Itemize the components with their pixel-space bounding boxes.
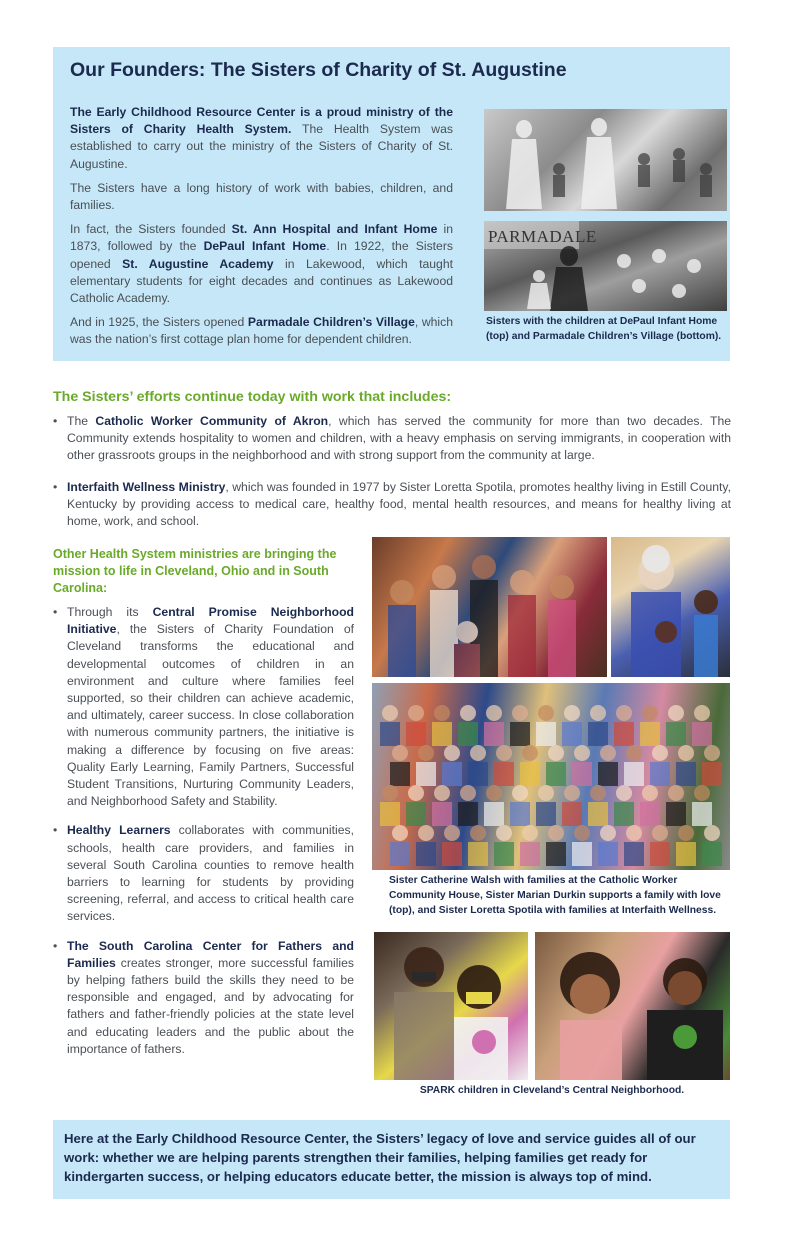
- crowd-head: [652, 825, 668, 841]
- crowd-body: [598, 762, 618, 786]
- crowd-head: [668, 705, 684, 721]
- crowd-head: [652, 745, 668, 761]
- mother-child-graphic: [374, 932, 528, 1080]
- crowd-head: [496, 745, 512, 761]
- crowd-head: [600, 825, 616, 841]
- efforts-heading: The Sisters’ efforts continue today with work that includes:: [53, 389, 452, 405]
- crowd-head: [522, 825, 538, 841]
- depaul-infant-home: DePaul Infant Home: [203, 239, 327, 254]
- crowd-head: [600, 745, 616, 761]
- crowd-head: [704, 825, 720, 841]
- founders-paragraph-3: [70, 221, 453, 307]
- crowd-body: [650, 842, 670, 866]
- founders-p1-rest: The Health System was established to carry out the ministry of the Sisters of Charity of St. Augustine.: [70, 122, 453, 171]
- list-item: [53, 413, 731, 465]
- crowd-head: [616, 785, 632, 801]
- crowd-body: [666, 722, 686, 746]
- crowd-body: [416, 762, 436, 786]
- founders-text: [70, 104, 453, 356]
- list-item: [53, 479, 731, 531]
- crowd-body: [650, 762, 670, 786]
- crowd-head: [548, 825, 564, 841]
- crowd-body: [676, 842, 696, 866]
- crowd-head: [574, 825, 590, 841]
- crowd-body: [416, 842, 436, 866]
- crowd-head: [642, 705, 658, 721]
- crowd-body: [624, 842, 644, 866]
- other-ministries-heading: Other Health System ministries are bringing the mission to life in Cleveland, Ohio and in South Carolina:: [53, 547, 337, 595]
- crowd-head: [694, 705, 710, 721]
- crowd-head: [564, 705, 580, 721]
- crowd-head: [548, 745, 564, 761]
- parmadale-photo: [484, 221, 727, 311]
- crowd-head: [408, 785, 424, 801]
- crowd-head: [382, 785, 398, 801]
- sister-with-children-graphic: [611, 537, 730, 677]
- crowd-head: [678, 745, 694, 761]
- crowd-body: [510, 722, 530, 746]
- crowd-head: [678, 825, 694, 841]
- crowd-body: [546, 762, 566, 786]
- founders-paragraph-4: [70, 314, 453, 348]
- crowd-body: [614, 722, 634, 746]
- closing-box: [53, 1120, 730, 1199]
- crowd-head: [418, 825, 434, 841]
- crowd-body: [614, 802, 634, 826]
- crowd-body: [380, 722, 400, 746]
- crowd-head: [574, 745, 590, 761]
- crowd-body: [510, 802, 530, 826]
- crowd-head: [626, 825, 642, 841]
- founders-p3-g: in Lakewood, which taught elementary students for eight decades and continues as Lakewood Catholic Academy.: [70, 256, 453, 306]
- crowd-body: [666, 802, 686, 826]
- crowd-body: [406, 722, 426, 746]
- crowd-body: [468, 762, 488, 786]
- parmadale-village: Parmadale Children’s Village: [247, 315, 415, 330]
- crowd-head: [704, 745, 720, 761]
- crowd-head: [512, 785, 528, 801]
- crowd-head: [486, 705, 502, 721]
- crowd-head: [538, 705, 554, 721]
- crowd-head: [642, 785, 658, 801]
- crowd-body: [598, 842, 618, 866]
- crowd-head: [392, 825, 408, 841]
- spark-children-photo: [535, 932, 730, 1080]
- crowd-body: [390, 842, 410, 866]
- founders-p1-bold: The Early Childhood Resource Center is a proud ministry of the Sisters of Charity Health System.: [70, 105, 453, 137]
- crowd-body: [536, 802, 556, 826]
- parmadale-sign: PARMADALE: [488, 227, 597, 246]
- crowd-head: [444, 745, 460, 761]
- crowd-body: [494, 762, 514, 786]
- crowd-head: [460, 705, 476, 721]
- crowd-head: [616, 705, 632, 721]
- founders-p3-e: . In 1922, the Sisters opened: [70, 239, 453, 271]
- crowd-body: [562, 802, 582, 826]
- crowd-body: [640, 802, 660, 826]
- crowd-head: [590, 785, 606, 801]
- crowd-head: [522, 745, 538, 761]
- crowd-head: [626, 745, 642, 761]
- catholic-worker-families-photo: [372, 537, 607, 677]
- crowd-body: [702, 762, 722, 786]
- crowd-body: [468, 842, 488, 866]
- efforts-list: [53, 413, 731, 544]
- crowd-body: [494, 842, 514, 866]
- sisters-figures-graphic: [484, 109, 727, 211]
- crowd-body: [442, 842, 462, 866]
- crowd-head: [564, 785, 580, 801]
- crowd-body: [380, 802, 400, 826]
- sc-center-fathers-families: The South Carolina Center for Fathers and Families: [67, 938, 354, 970]
- crowd-body: [390, 762, 410, 786]
- st-ann-hospital: St. Ann Hospital and Infant Home: [231, 222, 438, 237]
- crowd-head: [496, 825, 512, 841]
- crowd-head: [512, 705, 528, 721]
- crowd-head: [486, 785, 502, 801]
- crowd-head: [694, 785, 710, 801]
- crowd-head: [668, 785, 684, 801]
- crowd-body: [640, 722, 660, 746]
- crowd-body: [536, 722, 556, 746]
- crowd-head: [408, 705, 424, 721]
- crowd-head: [538, 785, 554, 801]
- crowd-body: [692, 722, 712, 746]
- st-augustine-academy: St. Augustine Academy: [122, 256, 274, 271]
- efforts-item-rest: , which was founded in 1977 by Sister Loretta Spotila, promotes healthy living in Estill County, Kentucky by providing access to medical care, healthy food, mental health resources, and means for healthy living at home, work, and school.: [67, 479, 731, 529]
- healthy-learners: Healthy Learners: [67, 823, 171, 838]
- crowd-head: [382, 705, 398, 721]
- crowd-body: [458, 722, 478, 746]
- list-item: [53, 938, 354, 1058]
- crowd-body: [484, 722, 504, 746]
- interfaith-wellness-group-photo: [372, 683, 730, 870]
- crowd-body: [432, 802, 452, 826]
- crowd-body: [588, 802, 608, 826]
- crowd-body: [458, 802, 478, 826]
- closing-statement: Here at the Early Childhood Resource Center, the Sisters’ legacy of love and service guides all of our work: whether we are helping parents strengthen their families, helping families get ready for kindergarten success, or helping educators educate better, the mission is always top of mind.: [64, 1131, 696, 1184]
- crowd-body: [562, 722, 582, 746]
- crowd-head: [434, 705, 450, 721]
- interfaith-wellness-ministry: Interfaith Wellness Ministry: [67, 479, 226, 494]
- crowd-body: [588, 722, 608, 746]
- crowd-head: [392, 745, 408, 761]
- crowd-body: [572, 842, 592, 866]
- central-promise-initiative: Central Promise Neighborhood Initiative: [67, 605, 355, 637]
- crowd-body: [484, 802, 504, 826]
- spark-photo-caption: SPARK children in Cleveland’s Central Neighborhood.: [419, 1085, 685, 1096]
- list-item: [53, 822, 354, 925]
- crowd-head: [434, 785, 450, 801]
- crowd-body: [520, 842, 540, 866]
- founders-p4-c: , which was the nation’s first cottage plan home for dependent children.: [70, 315, 453, 347]
- founders-photo-caption: Sisters with the children at DePaul Infant Home (top) and Parmadale Children’s Village (bottom).: [486, 316, 722, 342]
- crowd-body: [676, 762, 696, 786]
- efforts-item-rest: , which has served the community for more than two decades. The Community extends hospitality to women and children, with a heavy emphasis on serving immigrants, in cooperation with other grassroots groups in the neighborhood and with strong support from the community at large.: [67, 414, 732, 463]
- founders-title: Our Founders: The Sisters of Charity of St. Augustine: [70, 59, 567, 81]
- crowd-body: [406, 802, 426, 826]
- sister-marian-durkin-photo: [611, 537, 730, 677]
- large-group-graphic: [372, 683, 730, 870]
- founders-p4-a: And in 1925, the Sisters opened: [70, 315, 248, 330]
- crowd-head: [470, 745, 486, 761]
- founders-paragraph-2: The Sisters have a long history of work with babies, children, and families.: [70, 180, 453, 213]
- list-item: [53, 604, 354, 810]
- crowd-body: [442, 762, 462, 786]
- founders-p3-c: in 1873, followed by the: [70, 222, 453, 254]
- family-group-graphic: [372, 537, 607, 677]
- crowd-body: [572, 762, 592, 786]
- spark-child-mask-photo: [374, 932, 528, 1080]
- efforts-item-pre: The: [67, 414, 96, 428]
- families-photo-caption: Sister Catherine Walsh with families at the Catholic Worker Community House, Sister Marian Durkin supports a family with love (top), and Sister Loretta Spotila with families at Interfaith Wellness.: [389, 875, 721, 916]
- other-item-rest: collaborates with communities, schools, health care providers, and families in several South Carolina counties to remove health barriers to learning for students by providing screening, referral, and access to critical health care services.: [67, 823, 354, 924]
- founders-paragraph-1: [70, 104, 453, 173]
- founders-p3-a: In fact, the Sisters founded: [70, 222, 232, 237]
- catholic-worker-community: Catholic Worker Community of Akron: [95, 414, 329, 428]
- crowd-body: [520, 762, 540, 786]
- other-ministries-list: [53, 604, 354, 1070]
- founders-box: [53, 47, 730, 361]
- crowd-head: [444, 825, 460, 841]
- crowd-head: [460, 785, 476, 801]
- depaul-infant-home-photo: [484, 109, 727, 211]
- crowd-body: [702, 842, 722, 866]
- other-item-pre: Through its: [67, 605, 153, 619]
- crowd-body: [546, 842, 566, 866]
- crowd-head: [470, 825, 486, 841]
- other-item-rest: , the Sisters of Charity Foundation of Cleveland transforms the educational and developmental outcomes of children in an environment and culture where families feel supported, so their children can achieve academic, and ultimately, career success. In close collaboration with numerous community partners, the initiative is making a difference by focusing on five areas: Quality Early Learning, Family Partners, Successful Student Transitions, Nurturing Community Leaders, and Neighborhood Safety and Stability.: [67, 622, 354, 809]
- crowd-body: [624, 762, 644, 786]
- other-item-rest: creates stronger, more successful families by helping fathers build the skills they need to be responsible and engaged, and by advocating for fathers and father-friendly policies at the state level and educating leaders and the public about the importance of fathers.: [67, 955, 354, 1056]
- crowd-body: [432, 722, 452, 746]
- two-children-graphic: [535, 932, 730, 1080]
- crowd-head: [590, 705, 606, 721]
- crowd-body: [692, 802, 712, 826]
- crowd-head: [418, 745, 434, 761]
